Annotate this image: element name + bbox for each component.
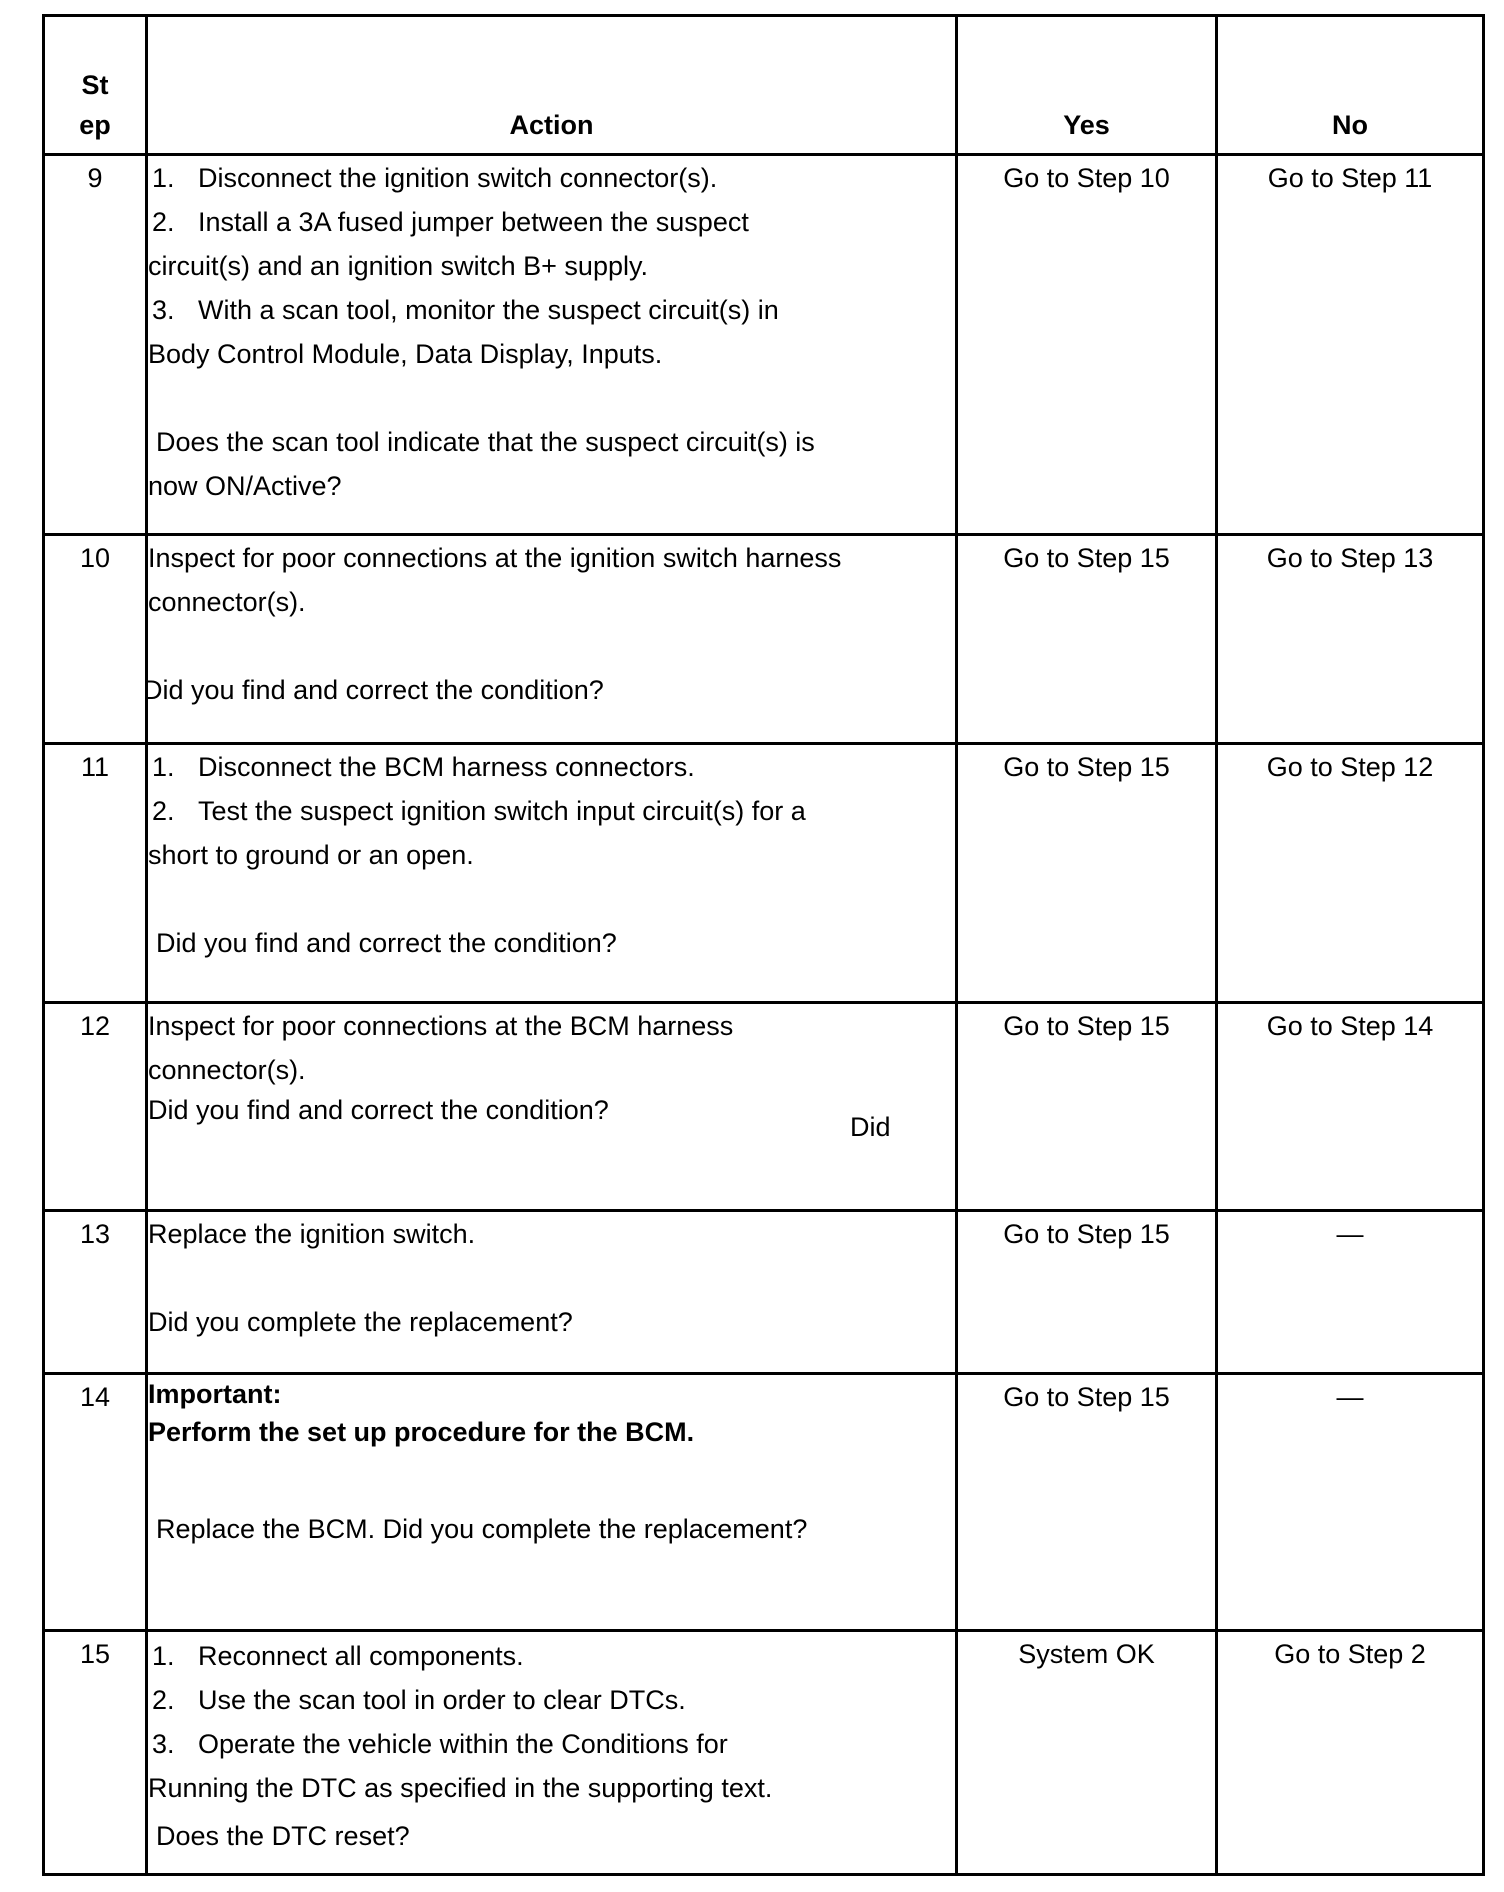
table-row (44, 535, 1484, 743)
question-line: Did you find and correct the condition? (156, 927, 617, 958)
no-cell: — (1217, 1374, 1484, 1630)
question-line: Did you find and correct the condition? (148, 1094, 609, 1125)
action-line: Body Control Module, Data Display, Inputs. (148, 339, 663, 369)
yes-cell: System OK (957, 1630, 1217, 1874)
no-cell: Go to Step 12 (1217, 743, 1484, 1002)
header-no-label: No (1332, 110, 1368, 140)
header-action (147, 16, 957, 155)
action-line: 3. With a scan tool, monitor the suspect circuit(s) in (152, 295, 779, 325)
yes-cell: Go to Step 10 (957, 155, 1217, 535)
action-cell (143, 535, 957, 743)
question-line: Does the DTC reset? (156, 1820, 410, 1851)
header-no (1217, 16, 1484, 155)
no-cell: Go to Step 13 (1217, 535, 1484, 743)
question-line: now ON/Active? (148, 471, 342, 501)
header-yes-label: Yes (1063, 110, 1110, 140)
step-number: 15 (44, 1630, 147, 1874)
action-line: Running the DTC as specified in the supporting text. (148, 1772, 773, 1803)
step-number: 11 (44, 743, 147, 1002)
action-cell (147, 1374, 957, 1630)
no-cell: — (1217, 1211, 1484, 1374)
yes-cell: Go to Step 15 (957, 535, 1217, 743)
header-step (44, 16, 147, 155)
question-line: Replace the BCM. Did you complete the replacement? (156, 1514, 808, 1545)
yes-cell: Go to Step 15 (957, 1374, 1217, 1630)
important-label: Important: (148, 1379, 282, 1410)
header-yes (957, 16, 1217, 155)
step-number: 12 (44, 1002, 147, 1210)
action-line: circuit(s) and an ignition switch B+ supply. (148, 251, 648, 281)
action-line: Replace the ignition switch. (148, 1219, 476, 1250)
question-line: Did you complete the replacement? (148, 1307, 573, 1338)
action-cell (147, 1630, 957, 1874)
header-action-label: Action (509, 110, 594, 140)
step-number: 13 (44, 1211, 147, 1374)
action-line: connector(s). (148, 587, 306, 618)
diagnostic-table (42, 14, 1485, 1876)
question-line: Does the scan tool indicate that the suspect circuit(s) is (156, 427, 815, 457)
action-cell (147, 743, 957, 1002)
yes-cell: Go to Step 15 (957, 743, 1217, 1002)
yes-cell: Go to Step 15 (957, 1211, 1217, 1374)
table-row (44, 1374, 1484, 1630)
header-step-label: St ep (79, 70, 111, 140)
header-row (44, 16, 1484, 155)
action-line: 2. Use the scan tool in order to clear DTCs. (152, 1684, 686, 1715)
step-number: 9 (44, 155, 147, 535)
action-cell (147, 1002, 957, 1210)
action-line: 2. Test the suspect ignition switch input circuit(s) for a (152, 795, 806, 826)
action-line: Inspect for poor connections at the BCM harness (148, 1010, 734, 1041)
step-number: 14 (44, 1374, 147, 1630)
table-row (44, 1002, 1484, 1210)
action-line: connector(s). (148, 1054, 306, 1085)
action-line: Inspect for poor connections at the ignition switch harness (148, 543, 842, 574)
no-cell: Go to Step 14 (1217, 1002, 1484, 1210)
action-line: 3. Operate the vehicle within the Conditions for (152, 1728, 728, 1759)
step-number: 10 (44, 535, 147, 743)
table-row (44, 743, 1484, 1002)
action-line: 2. Install a 3A fused jumper between the suspect (152, 207, 749, 237)
action-cell (147, 155, 957, 535)
table-row (44, 155, 1484, 535)
action-line: short to ground or an open. (148, 839, 474, 870)
no-cell: Go to Step 2 (1217, 1630, 1484, 1874)
important-text: Perform the set up procedure for the BCM. (148, 1417, 695, 1448)
action-line: 1. Disconnect the ignition switch connector(s). (152, 163, 718, 193)
action-line: 1. Disconnect the BCM harness connectors. (152, 751, 695, 782)
yes-cell: Go to Step 15 (957, 1002, 1217, 1210)
no-cell: Go to Step 11 (1217, 155, 1484, 535)
table-row (44, 1211, 1484, 1374)
question-line: Did you find and correct the condition? (143, 675, 604, 706)
action-cell (147, 1211, 957, 1374)
action-line: 1. Reconnect all components. (152, 1640, 524, 1671)
table-row (44, 1630, 1484, 1874)
stray-text: Did (850, 1112, 891, 1142)
